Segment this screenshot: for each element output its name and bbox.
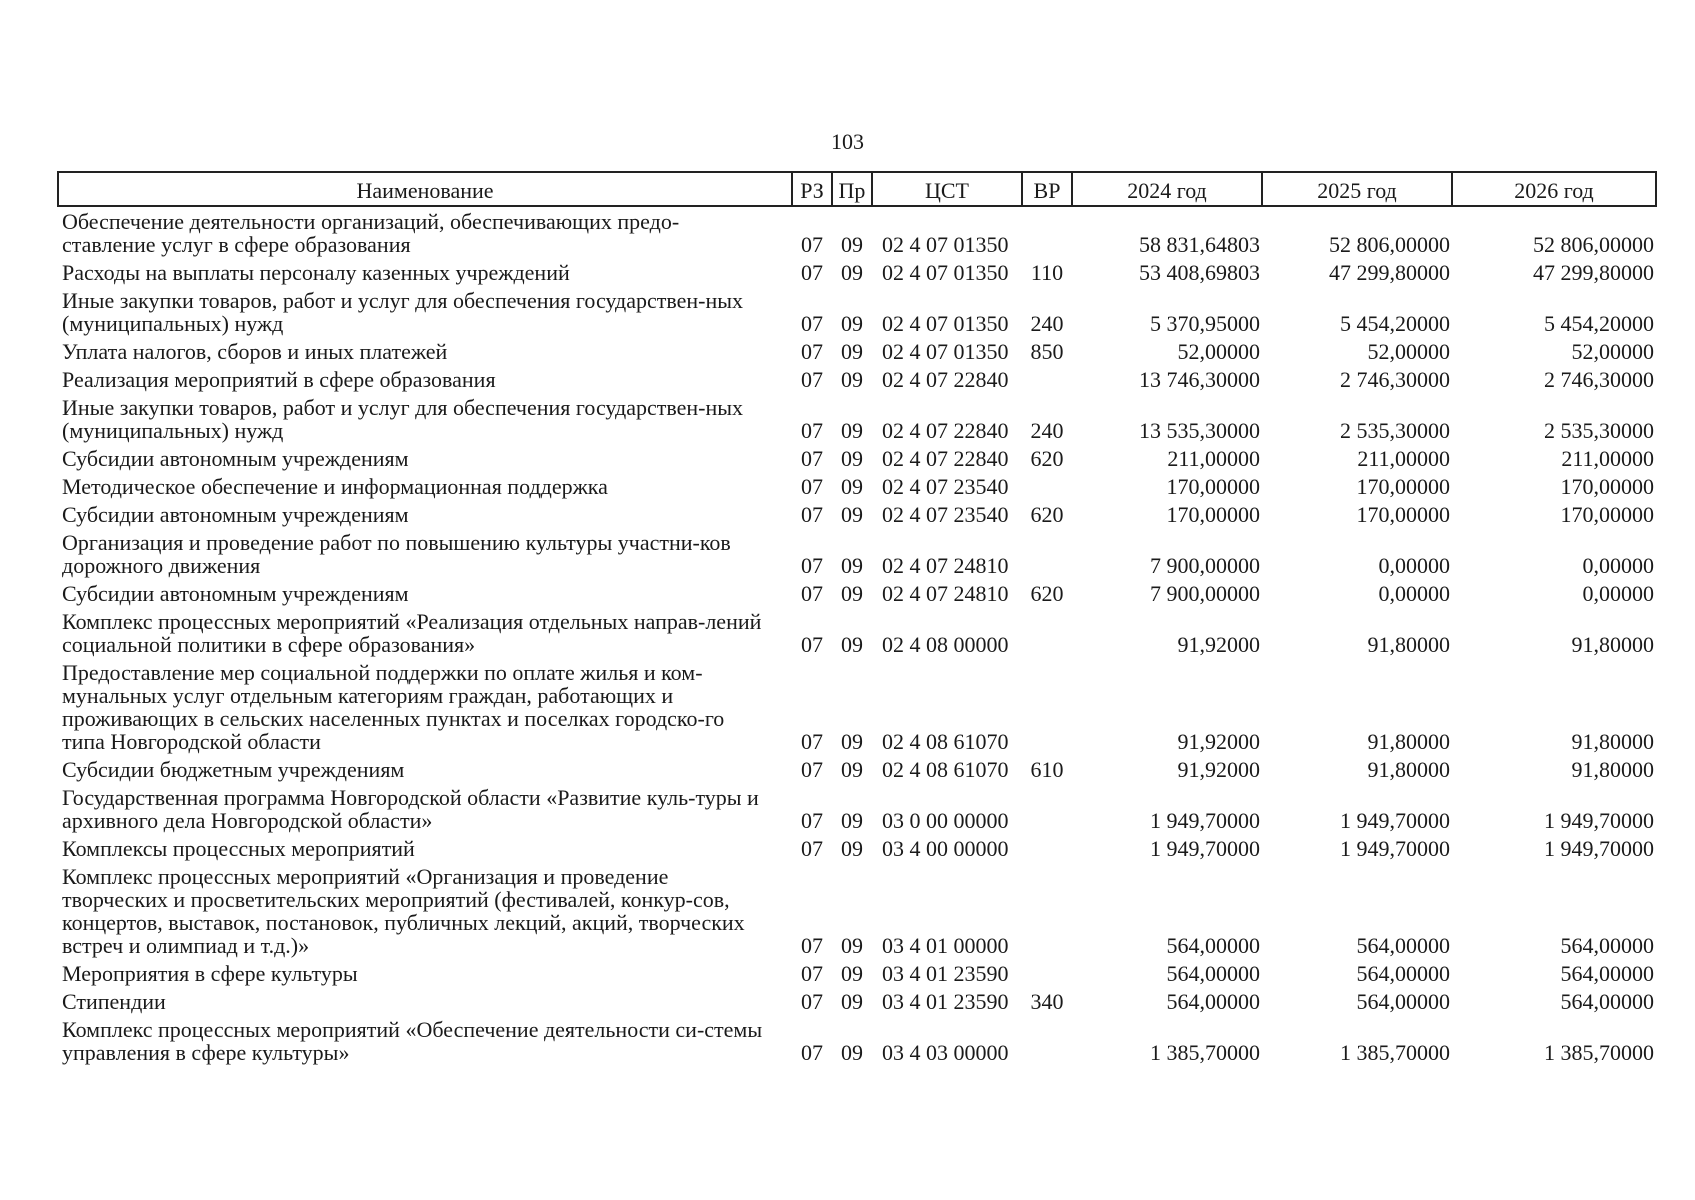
cell-rz: 07 (801, 1040, 823, 1065)
header-name: Наименование (58, 172, 792, 206)
cell-2024: 5 370,95000 (1150, 311, 1260, 336)
cell-vr: 610 (1030, 757, 1064, 782)
cell-2024: 170,00000 (1166, 502, 1260, 527)
budget-table (57, 171, 1657, 1066)
cell-vr: 240 (1030, 311, 1064, 336)
cell-cst: 03 0 00 00000 (882, 808, 1009, 833)
cell-vr (1022, 658, 1072, 755)
cell-pr: 09 (841, 232, 863, 257)
cell-2026: 0,00000 (1582, 581, 1654, 606)
cell-cst: 02 4 07 22840 (882, 418, 1009, 443)
cell-pr: 09 (841, 339, 863, 364)
cell-2026: 2 535,30000 (1544, 418, 1654, 443)
cell-rz: 07 (801, 339, 823, 364)
cell-2026: 211,00000 (1561, 446, 1654, 471)
table-row (58, 500, 1656, 528)
cell-name: Реализация мероприятий в сфере образования (62, 367, 496, 392)
header-pr: Пр (832, 172, 872, 206)
cell-vr: 110 (1030, 260, 1064, 285)
cell-rz: 07 (801, 961, 823, 986)
cell-name: Субсидии бюджетным учреждениям (62, 757, 405, 782)
cell-vr (1022, 834, 1072, 862)
cell-2024: 53 408,69803 (1139, 260, 1260, 285)
table-body (58, 206, 1656, 1066)
cell-2026: 564,00000 (1560, 961, 1654, 986)
cell-cst: 02 4 08 61070 (882, 729, 1009, 754)
cell-name: Методическое обеспечение и информационная поддержка (62, 474, 608, 499)
cell-name: Расходы на выплаты персоналу казенных учреждений (62, 260, 570, 285)
cell-2026: 5 454,20000 (1544, 311, 1654, 336)
cell-2024: 91,92000 (1177, 729, 1260, 754)
cell-cst: 02 4 07 22840 (882, 446, 1009, 471)
cell-2025: 1 949,70000 (1340, 808, 1450, 833)
cell-2026: 170,00000 (1560, 474, 1654, 499)
cell-2024: 564,00000 (1166, 933, 1260, 958)
cell-2025: 52 806,00000 (1329, 232, 1450, 257)
cell-cst: 02 4 07 01350 (882, 311, 1009, 336)
cell-2024: 1 385,70000 (1150, 1040, 1260, 1065)
cell-name: Субсидии автономным учреждениям (62, 502, 409, 527)
cell-2026: 91,80000 (1571, 729, 1654, 754)
cell-pr: 09 (841, 836, 863, 861)
cell-2025: 91,80000 (1367, 757, 1450, 782)
cell-pr: 09 (841, 553, 863, 578)
cell-cst: 02 4 07 24810 (882, 553, 1009, 578)
header-rz: РЗ (792, 172, 832, 206)
cell-2024: 91,92000 (1177, 632, 1260, 657)
cell-pr: 09 (841, 367, 863, 392)
cell-2025: 564,00000 (1356, 961, 1450, 986)
cell-2024: 91,92000 (1177, 757, 1260, 782)
cell-cst: 02 4 07 01350 (882, 339, 1009, 364)
cell-2024: 13 535,30000 (1139, 418, 1260, 443)
cell-name: Комплекс процессных мероприятий «Реализация отдельных направ-лений социальной политики в сфере образования» (62, 609, 762, 657)
cell-pr: 09 (841, 311, 863, 336)
cell-2024: 58 831,64803 (1139, 232, 1260, 257)
cell-rz: 07 (801, 474, 823, 499)
cell-2026: 52 806,00000 (1533, 232, 1654, 257)
cell-rz: 07 (801, 553, 823, 578)
cell-rz: 07 (801, 581, 823, 606)
cell-2026: 1 949,70000 (1544, 836, 1654, 861)
cell-rz: 07 (801, 418, 823, 443)
cell-rz: 07 (801, 933, 823, 958)
cell-pr: 09 (841, 581, 863, 606)
cell-pr: 09 (841, 961, 863, 986)
table-row (58, 286, 1656, 337)
cell-vr: 240 (1030, 418, 1064, 443)
cell-rz: 07 (801, 729, 823, 754)
cell-2026: 1 385,70000 (1544, 1040, 1654, 1065)
cell-name: Комплекс процессных мероприятий «Организация и проведение творческих и просветительских мероприятий (фестивалей, конкур-сов, концертов, выставок, постановок, публичных лекций, акций, творческих встреч и олимпиад и т.д.)» (62, 864, 745, 958)
cell-2024: 564,00000 (1166, 961, 1260, 986)
cell-2024: 7 900,00000 (1150, 553, 1260, 578)
table-row (58, 658, 1656, 755)
cell-cst: 02 4 08 61070 (882, 757, 1009, 782)
table-row (58, 528, 1656, 579)
cell-2025: 1 385,70000 (1340, 1040, 1450, 1065)
header-vr: ВР (1022, 172, 1072, 206)
cell-cst: 02 4 08 00000 (882, 632, 1009, 657)
cell-name: Обеспечение деятельности организаций, обеспечивающих предо-ставление услуг в сфере образования (62, 209, 680, 257)
cell-vr: 620 (1030, 446, 1064, 471)
cell-name: Комплекс процессных мероприятий «Обеспечение деятельности си-стемы управления в сфере культуры» (62, 1017, 763, 1065)
cell-2025: 91,80000 (1367, 632, 1450, 657)
cell-cst: 02 4 07 22840 (882, 367, 1009, 392)
cell-name: Субсидии автономным учреждениям (62, 446, 409, 471)
cell-rz: 07 (801, 232, 823, 257)
header-cst: ЦСТ (872, 172, 1022, 206)
cell-name: Иные закупки товаров, работ и услуг для обеспечения государствен-ных (муниципальных) нужд (62, 288, 744, 336)
cell-2024: 13 746,30000 (1139, 367, 1260, 392)
table-row (58, 337, 1656, 365)
cell-vr (1022, 959, 1072, 987)
cell-2025: 5 454,20000 (1340, 311, 1450, 336)
cell-name: Иные закупки товаров, работ и услуг для обеспечения государствен-ных (муниципальных) нужд (62, 395, 744, 443)
cell-2026: 170,00000 (1560, 502, 1654, 527)
table-row (58, 1015, 1656, 1066)
cell-2025: 2 535,30000 (1340, 418, 1450, 443)
table-row (58, 959, 1656, 987)
cell-name: Субсидии автономным учреждениям (62, 581, 409, 606)
cell-vr: 620 (1030, 502, 1064, 527)
cell-2026: 52,00000 (1571, 339, 1654, 364)
cell-pr: 09 (841, 1040, 863, 1065)
cell-vr (1022, 206, 1072, 258)
cell-rz: 07 (801, 757, 823, 782)
cell-name: Мероприятия в сфере культуры (62, 961, 358, 986)
cell-cst: 03 4 01 23590 (882, 989, 1009, 1014)
header-2026: 2026 год (1452, 172, 1656, 206)
cell-pr: 09 (841, 808, 863, 833)
cell-2025: 91,80000 (1367, 729, 1450, 754)
cell-2026: 0,00000 (1582, 553, 1654, 578)
cell-cst: 03 4 01 00000 (882, 933, 1009, 958)
cell-2026: 564,00000 (1560, 989, 1654, 1014)
table-header-row (58, 172, 1656, 206)
table-row (58, 755, 1656, 783)
cell-rz: 07 (801, 367, 823, 392)
cell-vr (1022, 365, 1072, 393)
cell-pr: 09 (841, 446, 863, 471)
cell-vr (1022, 528, 1072, 579)
page-number: 103 (831, 129, 864, 154)
cell-pr: 09 (841, 418, 863, 443)
cell-cst: 02 4 07 23540 (882, 474, 1009, 499)
cell-pr: 09 (841, 474, 863, 499)
cell-pr: 09 (841, 502, 863, 527)
cell-2025: 211,00000 (1357, 446, 1450, 471)
cell-2024: 1 949,70000 (1150, 836, 1260, 861)
cell-name: Комплексы процессных мероприятий (62, 836, 415, 861)
cell-2025: 0,00000 (1378, 581, 1450, 606)
cell-cst: 03 4 03 00000 (882, 1040, 1009, 1065)
cell-2025: 52,00000 (1367, 339, 1450, 364)
cell-rz: 07 (801, 446, 823, 471)
cell-2025: 564,00000 (1356, 989, 1450, 1014)
table-row (58, 834, 1656, 862)
cell-2025: 170,00000 (1356, 502, 1450, 527)
cell-2024: 564,00000 (1166, 989, 1260, 1014)
cell-vr: 340 (1030, 989, 1064, 1014)
cell-name: Стипендии (62, 989, 166, 1014)
cell-2024: 7 900,00000 (1150, 581, 1260, 606)
cell-vr (1022, 607, 1072, 658)
cell-2025: 0,00000 (1378, 553, 1450, 578)
cell-2026: 1 949,70000 (1544, 808, 1654, 833)
cell-name: Уплата налогов, сборов и иных платежей (62, 339, 448, 364)
cell-2026: 91,80000 (1571, 757, 1654, 782)
cell-pr: 09 (841, 989, 863, 1014)
cell-cst: 03 4 01 23590 (882, 961, 1009, 986)
cell-cst: 02 4 07 01350 (882, 260, 1009, 285)
cell-rz: 07 (801, 808, 823, 833)
cell-pr: 09 (841, 933, 863, 958)
cell-rz: 07 (801, 989, 823, 1014)
cell-rz: 07 (801, 311, 823, 336)
cell-2026: 564,00000 (1560, 933, 1654, 958)
cell-2025: 47 299,80000 (1329, 260, 1450, 285)
cell-2024: 211,00000 (1167, 446, 1260, 471)
cell-vr (1022, 1015, 1072, 1066)
cell-name: Организация и проведение работ по повышению культуры участни-ков дорожного движения (62, 530, 731, 578)
table-row (58, 783, 1656, 834)
header-2024: 2024 год (1072, 172, 1262, 206)
cell-pr: 09 (841, 757, 863, 782)
cell-cst: 03 4 00 00000 (882, 836, 1009, 861)
cell-name: Предоставление мер социальной поддержки по оплате жилья и ком-мунальных услуг отдельным категориям граждан, работающих и проживающих в сельских населенных пунктах и поселках городско-го типа Новгородской области (62, 660, 725, 754)
cell-2024: 1 949,70000 (1150, 808, 1260, 833)
cell-2026: 91,80000 (1571, 632, 1654, 657)
header-2025: 2025 год (1262, 172, 1452, 206)
table-row (58, 579, 1656, 607)
table-row (58, 258, 1656, 286)
cell-2026: 2 746,30000 (1544, 367, 1654, 392)
table-row (58, 987, 1656, 1015)
table-row (58, 393, 1656, 444)
table-row (58, 607, 1656, 658)
cell-vr (1022, 862, 1072, 959)
cell-vr: 850 (1030, 339, 1064, 364)
cell-cst: 02 4 07 24810 (882, 581, 1009, 606)
cell-pr: 09 (841, 632, 863, 657)
cell-name: Государственная программа Новгородской области «Развитие куль-туры и архивного дела Новгородской области» (62, 785, 759, 833)
cell-rz: 07 (801, 502, 823, 527)
cell-vr (1022, 783, 1072, 834)
table-row (58, 206, 1656, 258)
cell-vr: 620 (1030, 581, 1064, 606)
cell-rz: 07 (801, 260, 823, 285)
cell-vr (1022, 472, 1072, 500)
cell-2025: 2 746,30000 (1340, 367, 1450, 392)
cell-2025: 170,00000 (1356, 474, 1450, 499)
cell-cst: 02 4 07 23540 (882, 502, 1009, 527)
cell-2025: 1 949,70000 (1340, 836, 1450, 861)
table-row (58, 472, 1656, 500)
cell-2026: 47 299,80000 (1533, 260, 1654, 285)
cell-2024: 52,00000 (1177, 339, 1260, 364)
table-row (58, 444, 1656, 472)
cell-2025: 564,00000 (1356, 933, 1450, 958)
cell-cst: 02 4 07 01350 (882, 232, 1009, 257)
table-row (58, 862, 1656, 959)
table-row (58, 365, 1656, 393)
cell-rz: 07 (801, 632, 823, 657)
cell-pr: 09 (841, 260, 863, 285)
cell-pr: 09 (841, 729, 863, 754)
cell-2024: 170,00000 (1166, 474, 1260, 499)
cell-rz: 07 (801, 836, 823, 861)
